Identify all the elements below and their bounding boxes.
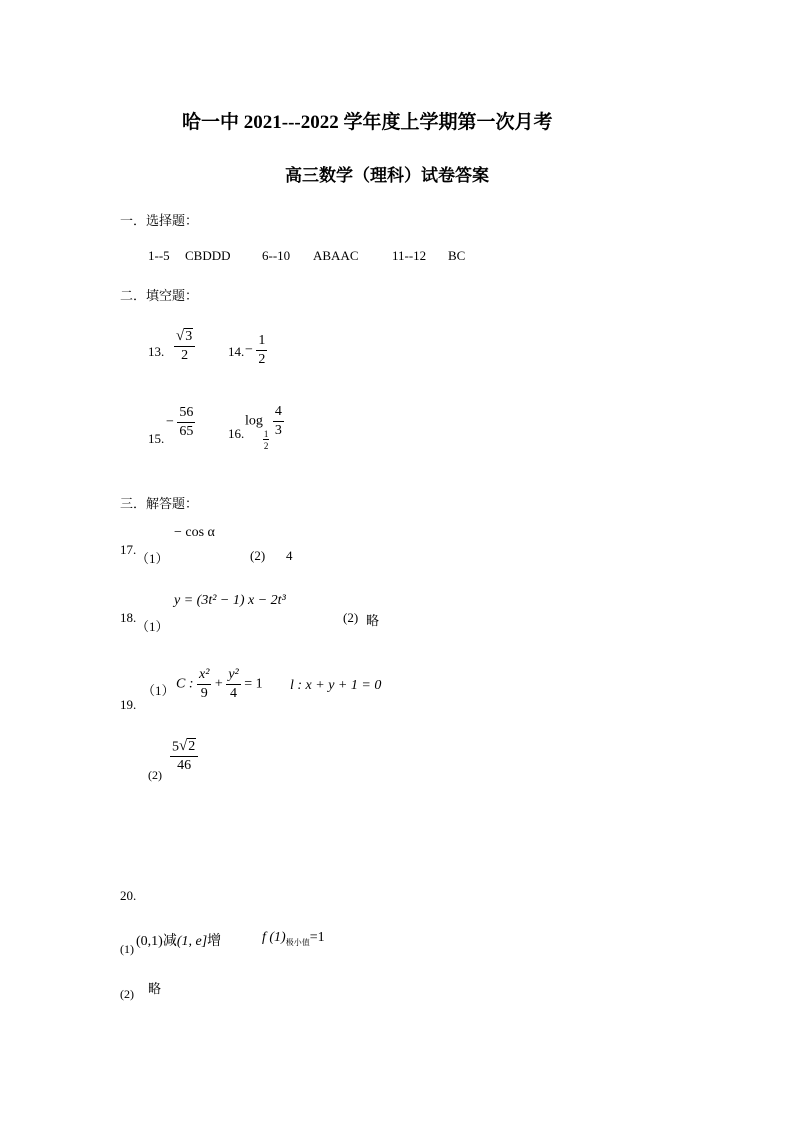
q17-expression: − cos α [174, 525, 215, 540]
choice-answers-2: ABAAC [313, 248, 359, 263]
q19-line: l : x + y + 1 = 0 [290, 678, 382, 693]
q14-sign: − [245, 342, 253, 358]
section-choice-label: 一．选择题： [120, 213, 199, 228]
choice-range-1: 1--5 [148, 248, 170, 263]
q14-numerator: 1 [256, 333, 267, 351]
q20-answer1: (0,1)减(1, e]增 [136, 934, 222, 949]
choice-range-3: 11--12 [392, 248, 427, 263]
q13-number: 13. [148, 344, 165, 359]
choice-range-2: 6--10 [262, 248, 291, 263]
q19-part2: (2) [148, 768, 162, 782]
q17-part1: （1） [136, 551, 169, 566]
q19-ellipse: C : $\frac{\text{x²}}{9}$ + $\frac{\text{y²}}{4}$ = 1 [176, 667, 263, 701]
q18-number: 18. [120, 610, 137, 625]
q18-part2: (2) [343, 610, 359, 625]
q20-part1: (1) [120, 942, 134, 956]
q20-part2: (2) [120, 987, 134, 1001]
q15-numerator: 56 [177, 405, 195, 423]
q15-number: 15. [148, 431, 165, 446]
q19-number: 19. [120, 697, 137, 712]
q16-answer [245, 404, 284, 451]
q14-fraction [256, 333, 267, 368]
q20-number: 20. [120, 888, 137, 903]
q16-log: log [245, 413, 263, 429]
q16-number: 16. [228, 426, 245, 441]
q18-expression: y = (3t² − 1) x − 2t³ [174, 593, 286, 608]
q15-fraction [177, 405, 195, 440]
q15-answer [166, 405, 195, 440]
choice-answers-3: BC [448, 248, 466, 263]
choice-answers-1: CBDDD [185, 248, 231, 263]
q17-part2: (2) [250, 548, 266, 563]
q13-answer [174, 328, 195, 364]
section-fill-label: 二．填空题： [120, 288, 199, 303]
q13-sqrt-arg: 3 [185, 329, 193, 344]
q16-log-base: $\frac{1}{2}$ [263, 428, 269, 451]
q18-answer2: 略 [366, 613, 380, 628]
q14-number: 14. [228, 344, 245, 359]
q17-number: 17. [120, 542, 137, 557]
page-subtitle: 高三数学（理科）试卷答案 [285, 166, 489, 185]
q15-sign: − [166, 414, 174, 430]
section-solution-label: 三．解答题： [120, 496, 199, 511]
q13-fraction: √ 3 2 [174, 328, 195, 364]
q19-part1: （1） [142, 683, 175, 698]
q16-numerator: 4 [273, 404, 284, 422]
q20-min-value: f $(1)_{极小值}=1$ [262, 930, 325, 947]
q17-answer2: 4 [286, 548, 293, 563]
q14-answer [245, 333, 267, 368]
q16-denominator: 3 [274, 423, 282, 438]
page-title: 哈一中 2021---2022 学年度上学期第一次月考 [182, 112, 553, 133]
q19-part2-answer: 5 √ 2 46 [170, 738, 198, 774]
q15-denominator: 65 [179, 424, 194, 439]
q13-denominator: 2 [181, 348, 189, 364]
q20-answer2: 略 [148, 981, 162, 996]
q16-fraction [273, 404, 284, 439]
q18-part1: （1） [136, 619, 169, 634]
q14-denominator: 2 [258, 352, 266, 367]
